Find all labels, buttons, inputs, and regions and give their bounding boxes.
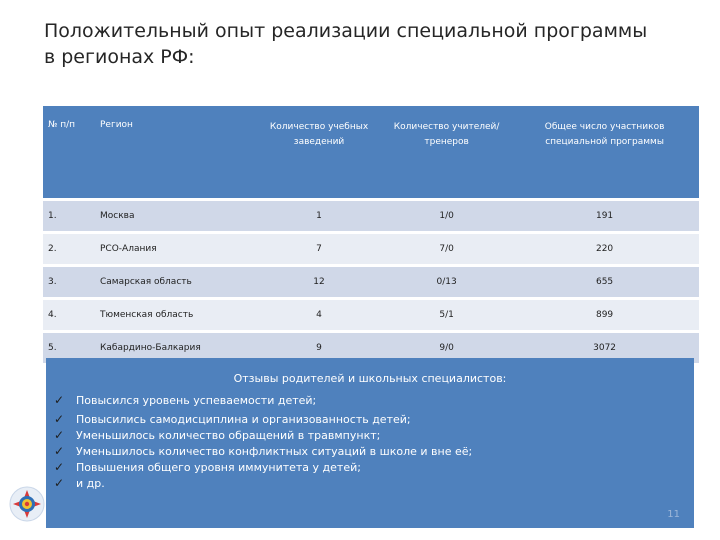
feedback-title: Отзывы родителей и школьных специалистов: [233,372,507,385]
cell-participants: 3072 [510,332,699,365]
slide-title: Положительный опыт реализации специальной программы в регионах РФ: [44,20,648,68]
page-number: 11 [667,509,680,520]
list-item [54,444,472,460]
feedback-box [46,358,694,528]
cell-number: 5. [43,332,95,365]
list-item-text: Уменьшилось количество конфликтных ситуаций в школе и вне её; [76,445,473,458]
cell-schools: 12 [255,266,383,299]
checkmark-icon: ✓ [54,393,65,407]
list-item [54,428,472,444]
cell-teachers: 7/0 [383,233,510,266]
list-item-text: Уменьшилось количество обращений в травмпункт; [76,429,381,442]
checkmark-icon: ✓ [54,444,65,458]
cell-participants: 655 [510,266,699,299]
checkmark-icon: ✓ [54,476,65,490]
header-number: № п/п [43,106,95,200]
list-item [54,476,472,492]
cell-participants: 899 [510,299,699,332]
checkmark-icon: ✓ [54,412,65,426]
list-item-text: и др. [76,477,105,490]
table-header-row [43,106,699,200]
table-row [43,299,699,332]
header-schools: Количество учебных заведений [255,106,383,200]
cell-teachers: 5/1 [383,299,510,332]
cell-schools: 7 [255,233,383,266]
cell-participants: 220 [510,233,699,266]
cell-schools: 1 [255,200,383,233]
header-region: Регион [95,106,255,200]
emblem-logo-icon [9,486,45,522]
cell-participants: 191 [510,200,699,233]
table-row [43,200,699,233]
list-item [54,460,472,476]
list-item-text: Повысились самодисциплина и организованность детей; [76,413,411,426]
cell-region: Москва [95,200,255,233]
cell-number: 2. [43,233,95,266]
table-row [43,233,699,266]
cell-region: РСО-Алания [95,233,255,266]
list-item [54,388,472,412]
list-item [54,412,472,428]
cell-number: 1. [43,200,95,233]
cell-number: 3. [43,266,95,299]
feedback-list [54,388,472,492]
cell-schools: 9 [255,332,383,365]
checkmark-icon: ✓ [54,460,65,474]
checkmark-icon: ✓ [54,428,65,442]
cell-region: Кабардино-Балкария [95,332,255,365]
cell-region: Тюменская область [95,299,255,332]
cell-region: Самарская область [95,266,255,299]
regions-table [43,106,699,366]
header-participants: Общее число участников специальной программы [510,106,699,200]
cell-teachers: 0/13 [383,266,510,299]
list-item-text: Повышения общего уровня иммунитета у детей; [76,461,361,474]
cell-teachers: 1/0 [383,200,510,233]
table-row [43,266,699,299]
cell-teachers: 9/0 [383,332,510,365]
cell-number: 4. [43,299,95,332]
cell-schools: 4 [255,299,383,332]
header-teachers: Количество учителей/тренеров [383,106,510,200]
list-item-text: Повысился уровень успеваемости детей; [76,393,317,407]
